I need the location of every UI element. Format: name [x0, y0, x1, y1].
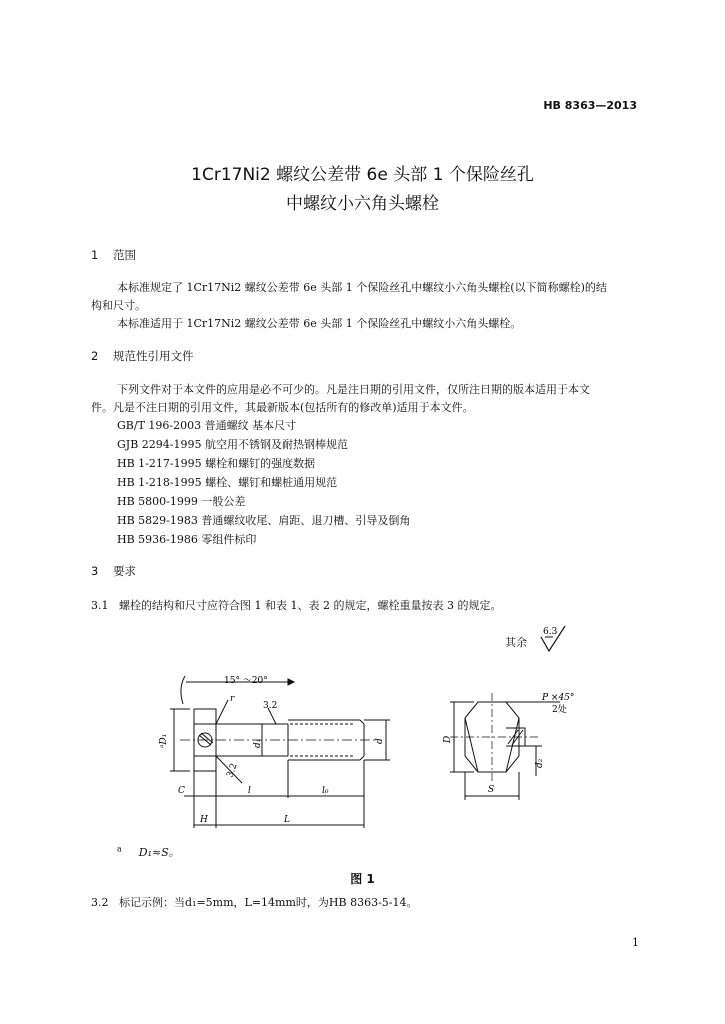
- section-title: 要求: [113, 564, 136, 578]
- reference-item: HB 5829-1983 普通螺纹收尾、肩距、退刀槽、引导及倒角: [117, 514, 411, 527]
- D-label: D: [443, 735, 453, 743]
- clause-text: 标记示例：当d₁=5mm，L=14mm时，为HB 8363-5-14。: [119, 896, 418, 909]
- section-1-heading: [91, 247, 136, 263]
- roughness-3-2-bottom: 3.2: [225, 762, 240, 780]
- d2-label: d₂: [535, 758, 545, 768]
- section-3-heading: [91, 563, 136, 579]
- bolt-end-view: [450, 693, 560, 800]
- figure-caption: 图 1: [350, 872, 375, 886]
- thread-d-label: d: [375, 738, 385, 744]
- reference-item: GJB 2294-1995 航空用不锈钢及耐热钢棒规范: [117, 438, 348, 451]
- roughness-3-2-top: 3.2: [263, 701, 278, 711]
- section-2-heading: [91, 348, 194, 364]
- clause-number: 3.2: [91, 896, 109, 909]
- scope-paragraph-1: 本标准规定了 1Cr17Ni2 螺纹公差带 6e 头部 1 个保险丝孔中螺纹小六角头螺栓(以下简称螺栓)的结: [117, 281, 607, 294]
- angle-arc: [181, 676, 185, 704]
- document-title-line1: 1Cr17Ni2 螺纹公差带 6e 头部 1 个保险丝孔: [191, 165, 534, 185]
- angle-label: 15° ～20°: [224, 676, 268, 686]
- references-intro: 下列文件对于本文件的应用是必不可少的。凡是注日期的引用文件，仅所注日期的版本适用于本文: [117, 383, 590, 396]
- l-label: l: [248, 786, 251, 796]
- section-title: 规范性引用文件: [113, 349, 194, 363]
- d1-shank-label: d₁: [253, 738, 263, 748]
- scope-paragraph-1-cont: 构和尺寸。: [91, 299, 146, 312]
- standard-number: HB 8363—2013: [543, 99, 637, 112]
- section-number: 3: [91, 564, 99, 578]
- reference-item: HB 5936-1986 零组件标印: [117, 533, 257, 546]
- section-number: 2: [91, 349, 99, 363]
- clause-number: 3.1: [91, 599, 109, 612]
- figure-footnote: [117, 844, 180, 860]
- chamfer-count-label: 2处: [552, 705, 567, 715]
- document-title-line2: 中螺纹小六角头螺栓: [286, 194, 439, 214]
- H-label: H: [200, 815, 208, 825]
- roughness-label: 其余: [505, 636, 527, 649]
- chamfer-label: P ×45°: [542, 693, 575, 703]
- section-number: 1: [91, 248, 99, 262]
- clause-3-1: [91, 597, 501, 613]
- page-number: 1: [632, 936, 639, 949]
- d1-head-label: ᵃD₁: [159, 733, 169, 748]
- l0-label: l₀: [322, 786, 329, 796]
- C-label: C: [178, 786, 185, 796]
- reference-item: HB 1-218-1995 螺栓、螺钉和螺桩通用规范: [117, 476, 338, 489]
- section-title: 范围: [113, 248, 136, 262]
- roughness-symbol-icon: [505, 624, 575, 654]
- footnote-mark: a: [117, 844, 122, 854]
- roughness-value: 6.3: [543, 627, 558, 637]
- S-label: S: [488, 785, 495, 795]
- references-intro-cont: 件。凡是不注日期的引用文件，其最新版本(包括所有的修改单)适用于本文件。: [91, 401, 474, 414]
- clause-text: 螺栓的结构和尺寸应符合图 1 和表 1、表 2 的规定，螺栓重量按表 3 的规定。: [119, 599, 502, 612]
- clause-3-2: [91, 894, 418, 910]
- reference-item: GB/T 196-2003 普通螺纹 基本尺寸: [117, 419, 297, 432]
- radius-label: r: [230, 694, 235, 704]
- bolt-drawing: [150, 668, 610, 836]
- reference-item: HB 5800-1999 一般公差: [117, 495, 246, 508]
- L-label: L: [284, 815, 290, 825]
- reference-item: HB 1-217-1995 螺栓和螺钉的强度数据: [117, 457, 316, 470]
- surface-roughness-note: [505, 624, 575, 654]
- scope-paragraph-2: 本标准适用于 1Cr17Ni2 螺纹公差带 6e 头部 1 个保险丝孔中螺纹小六角头螺栓。: [117, 317, 522, 330]
- footnote-text: D₁≈S。: [138, 846, 180, 859]
